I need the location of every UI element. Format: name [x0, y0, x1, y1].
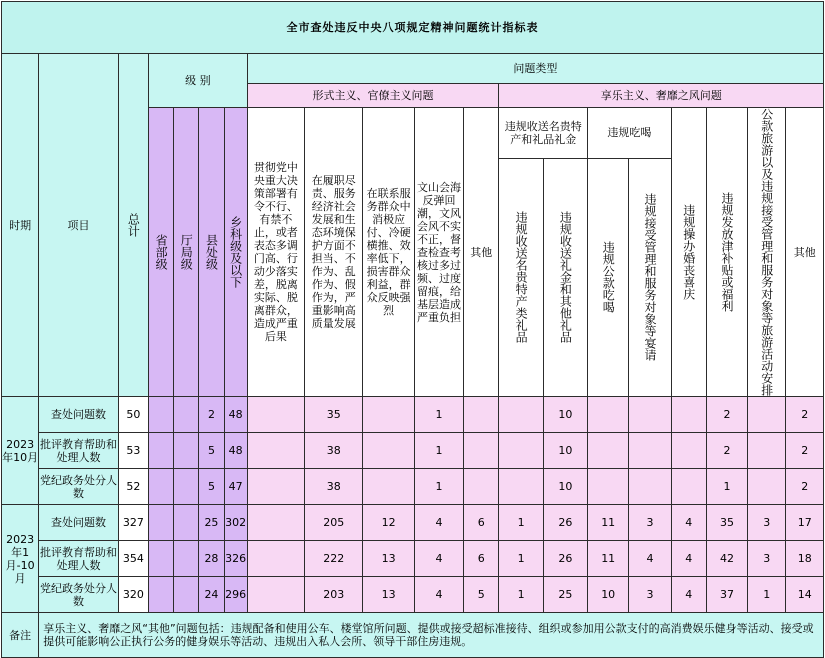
level-township: 乡科级及以下: [228, 216, 243, 288]
cell-formalism: [247, 433, 304, 469]
cell-level: 48: [224, 433, 247, 469]
cell-hedonism: 18: [786, 541, 824, 577]
formalism-col-4: 文山会海反弹回潮，文风会风不实不正，督查检查考核过多过频、过度留痕，给基层造成严重负担: [414, 108, 463, 397]
cell-hedonism: 26: [543, 541, 587, 577]
cell-hedonism: 37: [706, 577, 747, 613]
table-row: [2, 397, 824, 433]
cell-formalism: 35: [305, 397, 363, 433]
cell-formalism: [247, 577, 304, 613]
cell-hedonism: [499, 433, 543, 469]
cell-formalism: 38: [305, 469, 363, 505]
cell-formalism: 13: [363, 577, 414, 613]
cell-hedonism: 2: [706, 433, 747, 469]
cell-formalism: 5: [464, 577, 499, 613]
cell-level: 5: [199, 433, 224, 469]
cell-hedonism: 17: [786, 505, 824, 541]
cell-hedonism: 1: [706, 469, 747, 505]
level-header: 级 别: [149, 54, 248, 108]
period-label: 2023年10月: [2, 397, 39, 505]
cell-level: [149, 469, 174, 505]
cell-level: 24: [199, 577, 224, 613]
cell-formalism: 222: [305, 541, 363, 577]
formalism-group-header: 形式主义、官僚主义问题: [247, 84, 499, 108]
note-text: 享乐主义、奢靡之风“其他”问题包括：违规配备和使用公车、楼堂馆所问题、提供或接受超标准接待、组织或参加用公款支付的高消费娱乐健身等活动、接受或提供可能影响公正执行公务的健身娱乐等活动、违规出入私人会所、领导干部住房违规。: [39, 613, 824, 658]
cell-formalism: [363, 397, 414, 433]
cell-level: [174, 505, 199, 541]
cell-hedonism: 10: [543, 397, 587, 433]
cell-formalism: 1: [414, 397, 463, 433]
table-row: [2, 505, 824, 541]
cell-hedonism: [748, 469, 786, 505]
cell-hedonism: 25: [543, 577, 587, 613]
cell-formalism: 1: [414, 469, 463, 505]
cell-hedonism: 1: [499, 541, 543, 577]
dining-col-public: 违规公款吃喝: [601, 241, 616, 314]
cell-hedonism: 1: [748, 577, 786, 613]
gift-col-specialty: 违规收送名贵特产类礼品: [514, 211, 529, 344]
statistics-table: [1, 1, 824, 658]
cell-formalism: [247, 469, 304, 505]
cell-formalism: 6: [464, 541, 499, 577]
cell-hedonism: 4: [671, 541, 706, 577]
dining-col-banquet: 违规接受管理和服务对象等宴请: [642, 193, 657, 362]
cell-hedonism: [499, 397, 543, 433]
cell-hedonism: [499, 469, 543, 505]
row-label: 党纪政务处分人数: [39, 577, 119, 613]
formalism-col-other: 其他: [464, 108, 499, 397]
cell-formalism: [247, 505, 304, 541]
cell-hedonism: 10: [543, 469, 587, 505]
level-county: 县处级: [204, 234, 219, 270]
row-label: 查处问题数: [39, 397, 119, 433]
cell-total: 327: [118, 505, 148, 541]
cell-hedonism: [748, 433, 786, 469]
cell-formalism: 203: [305, 577, 363, 613]
cell-total: 50: [118, 397, 148, 433]
cell-level: 25: [199, 505, 224, 541]
cell-hedonism: 10: [543, 433, 587, 469]
row-label: 党纪政务处分人数: [39, 469, 119, 505]
hedonism-col-other: 其他: [786, 108, 824, 397]
note-label: 备注: [2, 613, 39, 658]
cell-hedonism: 3: [629, 577, 671, 613]
cell-level: [174, 469, 199, 505]
row-label: 查处问题数: [39, 505, 119, 541]
cell-hedonism: 2: [786, 397, 824, 433]
cell-formalism: [464, 469, 499, 505]
cell-hedonism: 3: [629, 505, 671, 541]
cell-hedonism: [671, 469, 706, 505]
cell-hedonism: 2: [786, 433, 824, 469]
cell-level: 326: [224, 541, 247, 577]
cell-formalism: [363, 433, 414, 469]
total-header: 总计: [126, 213, 141, 237]
item-header: 项目: [39, 54, 119, 397]
hedonism-group-header: 享乐主义、奢靡之风问题: [499, 84, 824, 108]
cell-formalism: 4: [414, 541, 463, 577]
problem-type-header: 问题类型: [247, 54, 823, 84]
cell-level: [174, 577, 199, 613]
cell-total: 320: [118, 577, 148, 613]
cell-level: [174, 541, 199, 577]
cell-hedonism: 3: [748, 541, 786, 577]
cell-hedonism: 11: [588, 505, 629, 541]
cell-formalism: 13: [363, 541, 414, 577]
cell-total: 52: [118, 469, 148, 505]
gift-col-cash: 违规收送礼金和其他礼品: [558, 211, 573, 344]
cell-level: [149, 505, 174, 541]
gift-group-header: 违规收送名贵特产和礼品礼金: [499, 108, 588, 159]
cell-hedonism: [629, 469, 671, 505]
cell-hedonism: 35: [706, 505, 747, 541]
cell-formalism: 12: [363, 505, 414, 541]
cell-level: 5: [199, 469, 224, 505]
cell-level: [174, 397, 199, 433]
row-label: 批评教育帮助和处理人数: [39, 541, 119, 577]
cell-hedonism: [748, 397, 786, 433]
cell-formalism: [464, 433, 499, 469]
cell-level: 2: [199, 397, 224, 433]
cell-hedonism: 11: [588, 541, 629, 577]
cell-formalism: 6: [464, 505, 499, 541]
period-header: 时期: [2, 54, 39, 397]
row-label: 批评教育帮助和处理人数: [39, 433, 119, 469]
hedonism-col-wedding: 违规操办婚丧喜庆: [681, 204, 696, 300]
table-row: [2, 577, 824, 613]
cell-formalism: 205: [305, 505, 363, 541]
cell-hedonism: [671, 433, 706, 469]
formalism-col-1: 贯彻党中央重大决策部署有令不行、有禁不止，或者表态多调门高、行动少落实差，脱离实际、脱离群众，造成严重后果: [247, 108, 304, 397]
cell-level: 48: [224, 397, 247, 433]
level-bureau: 厅局级: [179, 234, 194, 270]
cell-level: [149, 541, 174, 577]
cell-formalism: [247, 541, 304, 577]
cell-level: [149, 397, 174, 433]
formalism-col-3: 在联系服务群众中消极应付、冷硬横推、效率低下，损害群众利益，群众反映强烈: [363, 108, 414, 397]
dining-group-header: 违规吃喝: [588, 108, 672, 159]
cell-hedonism: [588, 397, 629, 433]
cell-hedonism: 4: [671, 505, 706, 541]
cell-formalism: [464, 397, 499, 433]
cell-formalism: 4: [414, 577, 463, 613]
cell-formalism: [363, 469, 414, 505]
cell-total: 354: [118, 541, 148, 577]
cell-hedonism: [629, 433, 671, 469]
cell-formalism: 4: [414, 505, 463, 541]
cell-level: 296: [224, 577, 247, 613]
cell-hedonism: 4: [671, 577, 706, 613]
cell-hedonism: 2: [706, 397, 747, 433]
table-row: [2, 433, 824, 469]
cell-hedonism: 10: [588, 577, 629, 613]
cell-hedonism: 3: [748, 505, 786, 541]
cell-level: 47: [224, 469, 247, 505]
cell-hedonism: 14: [786, 577, 824, 613]
cell-hedonism: 26: [543, 505, 587, 541]
table-row: [2, 541, 824, 577]
cell-total: 53: [118, 433, 148, 469]
level-provincial: 省部级: [154, 234, 169, 270]
cell-level: 302: [224, 505, 247, 541]
cell-hedonism: [629, 397, 671, 433]
table-title: 全市查处违反中央八项规定精神问题统计指标表: [2, 2, 824, 54]
cell-level: [149, 577, 174, 613]
hedonism-col-travel: 公款旅游以及违规接受管理和服务对象等旅游活动安排: [759, 108, 774, 396]
cell-level: 28: [199, 541, 224, 577]
formalism-col-2: 在履职尽责、服务经济社会发展和生态环境保护方面不担当、不作为、乱作为、假作为，严重影响高质量发展: [305, 108, 363, 397]
cell-level: [174, 433, 199, 469]
cell-formalism: [247, 397, 304, 433]
cell-formalism: 1: [414, 433, 463, 469]
cell-hedonism: 42: [706, 541, 747, 577]
period-label: 2023年1月-10月: [2, 505, 39, 613]
cell-hedonism: 1: [499, 505, 543, 541]
cell-hedonism: 2: [786, 469, 824, 505]
cell-level: [149, 433, 174, 469]
cell-hedonism: [588, 469, 629, 505]
table-row: [2, 469, 824, 505]
hedonism-col-subsidy: 违规发放津补贴或福利: [720, 192, 734, 312]
cell-hedonism: [588, 433, 629, 469]
cell-hedonism: 1: [499, 577, 543, 613]
cell-hedonism: 4: [629, 541, 671, 577]
cell-formalism: 38: [305, 433, 363, 469]
cell-hedonism: [671, 397, 706, 433]
